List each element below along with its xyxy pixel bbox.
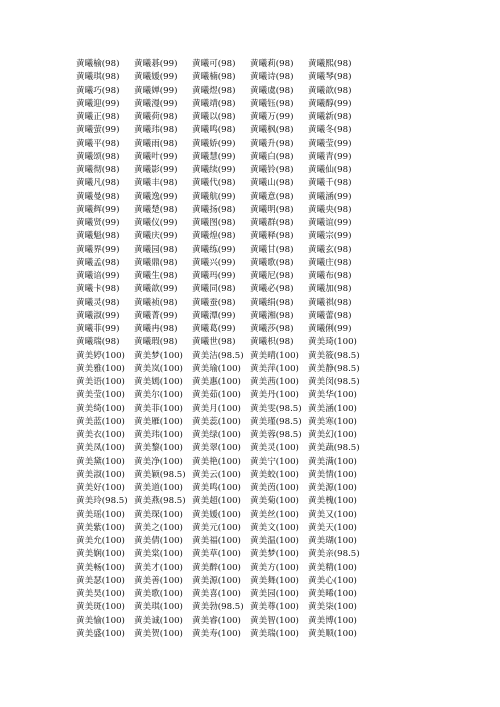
- name-score-cell: 黄曦仪(99): [134, 218, 178, 228]
- name-score-cell: 黄曦琴(98): [308, 72, 352, 83]
- name-score-cell: 黄美筱(98.5): [308, 350, 360, 361]
- name-score-cell: 黄曦荷(98): [134, 112, 178, 122]
- name-score-cell: 黄美瑟(100): [76, 575, 125, 586]
- name-score-cell: 黄美瑾(98.5): [250, 416, 302, 427]
- name-score-cell: 黄美园(100): [250, 589, 299, 599]
- name-score-cell: 黄美源(100): [308, 483, 357, 493]
- name-score-cell: 黄美绿(100): [192, 430, 241, 440]
- name-score-cell: 黄美槐(100): [308, 496, 357, 507]
- name-score-cell: 黄美茵(100): [250, 483, 299, 493]
- name-score-cell: 黄曦同(98): [192, 284, 236, 295]
- name-score-cell: 黄美睿(100): [192, 615, 241, 626]
- name-score-cell: 黄美玲(98.5): [76, 496, 128, 507]
- name-score-cell: 黄曦逸(99): [134, 191, 178, 202]
- name-score-cell: 黄美寒(100): [308, 416, 357, 427]
- name-score-cell: 黄曦巧(98): [76, 85, 120, 96]
- name-score-cell: 黄美贺(100): [134, 628, 183, 639]
- name-score-cell: 黄美倩(100): [134, 536, 183, 546]
- name-score-cell: 黄美雅(100): [76, 363, 125, 374]
- name-score-cell: 黄曦熙(98): [308, 59, 352, 69]
- name-score-cell: 黄美蛟(100): [250, 469, 299, 480]
- name-score-cell: 黄美醉(100): [192, 562, 241, 573]
- name-score-cell: 黄美方(100): [250, 562, 299, 573]
- name-score-cell: 黄美涵(100): [308, 403, 357, 414]
- name-score-cell: 黄曦湘(98): [250, 310, 294, 321]
- name-score-cell: 黄曦祯(98): [134, 297, 178, 308]
- name-score-cell: 黄曦瑞(98): [76, 337, 120, 348]
- name-score-table: [76, 58, 382, 641]
- name-score-cell: 黄曦蕾(98): [308, 310, 352, 321]
- name-score-cell: 黄美瑚(100): [308, 536, 357, 546]
- name-score-cell: 黄曦以(98): [192, 112, 236, 122]
- name-score-cell: 黄美琪(100): [134, 602, 183, 613]
- name-score-cell: 黄曦歆(99): [134, 284, 178, 295]
- name-score-cell: 黄美鸣(100): [192, 483, 241, 493]
- name-score-cell: 黄曦楠(98): [192, 72, 236, 83]
- name-score-cell: 黄曦铃(98): [250, 165, 294, 175]
- name-score-cell: 黄美菲(100): [134, 403, 183, 414]
- name-score-cell: 黄美黎(100): [134, 443, 183, 454]
- name-score-cell: 黄美好(100): [76, 483, 125, 493]
- name-score-cell: 黄美畅(100): [76, 562, 125, 573]
- name-score-cell: 黄曦葛(99): [192, 324, 236, 334]
- name-score-cell: 黄美允(100): [76, 536, 125, 546]
- name-score-cell: 黄曦菁(99): [134, 310, 178, 321]
- name-score-cell: 黄美蓉(98.5): [250, 430, 302, 440]
- name-score-cell: 黄美精(100): [308, 562, 357, 573]
- name-score-cell: 黄曦意(98): [250, 191, 294, 202]
- name-score-cell: 黄美莹(100): [76, 390, 125, 401]
- name-score-cell: 黄曦央(98): [308, 204, 352, 215]
- name-score-cell: 黄曦淑(99): [76, 310, 120, 321]
- name-score-cell: 黄美满(100): [308, 456, 357, 467]
- name-score-cell: 黄美静(98.5): [308, 363, 360, 374]
- name-score-cell: 黄美梦(100): [134, 350, 183, 361]
- name-score-cell: 黄曦明(98): [250, 204, 294, 215]
- name-score-cell: 黄美云(100): [192, 469, 241, 480]
- name-score-cell: 黄美岚(100): [134, 363, 183, 374]
- name-score-cell: 黄美博(100): [308, 615, 357, 626]
- name-score-cell: 黄曦鼎(98): [134, 257, 178, 268]
- name-score-cell: 黄曦兴(99): [192, 257, 236, 268]
- name-score-cell: 黄美舞(100): [250, 575, 299, 586]
- name-score-cell: 黄美淑(100): [76, 469, 125, 480]
- name-score-cell: 黄曦煜(98): [192, 85, 236, 96]
- name-score-cell: 黄曦莎(98): [250, 324, 294, 334]
- name-score-cell: 黄曦彻(98): [76, 165, 120, 175]
- name-score-cell: 黄曦平(98): [76, 138, 120, 149]
- name-score-cell: 黄曦丰(98): [134, 178, 178, 189]
- name-score-cell: 黄曦歌(98): [250, 257, 294, 268]
- name-score-cell: 黄美喜(100): [192, 589, 241, 599]
- name-score-cell: 黄美嫣(100): [134, 377, 183, 387]
- name-score-cell: 黄曦蚕(98): [192, 297, 236, 308]
- name-score-cell: 黄曦魁(98): [76, 231, 120, 242]
- name-score-cell: 黄曦界(99): [76, 244, 120, 255]
- name-score-cell: 黄美文(100): [250, 522, 299, 533]
- name-score-cell: 黄美晞(100): [308, 589, 357, 599]
- name-score-cell: 黄曦谙(99): [76, 271, 120, 281]
- name-score-cell: 黄曦孟(98): [76, 257, 120, 268]
- name-score-cell: 黄曦涵(99): [308, 191, 352, 202]
- name-score-cell: 黄美萍(100): [250, 363, 299, 374]
- name-score-cell: 黄曦新(98): [308, 112, 352, 122]
- name-score-cell: 黄曦鸣(98): [192, 125, 236, 136]
- name-score-cell: 黄曦生(98): [134, 271, 178, 281]
- name-score-cell: 黄曦玛(99): [192, 271, 236, 281]
- name-score-cell: 黄曦图(98): [192, 218, 236, 228]
- name-score-cell: 黄曦迎(99): [76, 98, 120, 109]
- name-score-cell: 黄曦冬(98): [308, 125, 352, 136]
- name-score-cell: 黄美玮(100): [134, 430, 183, 440]
- name-score-cell: 黄美瑞(100): [250, 628, 299, 639]
- name-score-cell: 黄美道(100): [134, 483, 183, 493]
- name-score-cell: 黄曦灵(98): [76, 297, 120, 308]
- name-score-cell: 黄美翠(100): [192, 443, 241, 454]
- name-score-cell: 黄曦可(98): [192, 59, 236, 69]
- name-score-cell: 黄曦代(98): [192, 178, 236, 189]
- name-score-cell: 黄美心(100): [308, 575, 357, 586]
- name-score-cell: 黄曦冉(98): [134, 324, 178, 334]
- name-score-cell: 黄美茹(100): [192, 390, 241, 401]
- name-score-cell: 黄曦世(98): [192, 337, 236, 348]
- name-score-cell: 黄美蔬(98.5): [308, 443, 360, 454]
- name-score-cell: 黄美亲(98.5): [308, 549, 360, 560]
- name-score-cell: 黄曦宗(99): [308, 231, 352, 242]
- name-score-cell: 黄美瑜(100): [192, 363, 241, 374]
- name-score-cell: 黄美华(100): [308, 390, 357, 401]
- name-score-cell: 黄美超(100): [192, 496, 241, 507]
- name-score-cell: 黄曦群(98): [250, 218, 294, 228]
- name-score-cell: 黄美媛(100): [192, 509, 241, 520]
- name-score-cell: 黄曦青(99): [308, 151, 352, 162]
- name-score-cell: 黄美勃(98.5): [192, 602, 244, 613]
- name-score-cell: 黄曦绢(98): [250, 297, 294, 308]
- name-score-cell: 黄美黛(100): [76, 456, 125, 467]
- name-score-cell: 黄曦慧(99): [192, 151, 236, 162]
- name-score-cell: 黄曦煌(98): [192, 231, 236, 242]
- name-score-cell: 黄曦园(98): [134, 244, 178, 255]
- name-score-cell: 黄美愉(100): [76, 615, 125, 626]
- name-score-cell: 黄曦影(99): [134, 165, 178, 175]
- name-score-cell: 黄美寿(100): [192, 628, 241, 639]
- name-score-cell: 黄美梦(100): [250, 549, 299, 560]
- name-score-cell: 黄曦扬(98): [192, 204, 236, 215]
- name-score-cell: 黄美丹(100): [250, 390, 299, 401]
- name-score-cell: 黄美凤(100): [76, 443, 125, 454]
- name-score-cell: 黄曦尼(98): [250, 271, 294, 281]
- name-score-cell: 黄美情(100): [308, 469, 357, 480]
- name-score-cell: 黄曦娇(99): [192, 138, 236, 149]
- name-score-cell: 黄美琦(100): [308, 337, 357, 348]
- name-score-cell: 黄美幻(100): [308, 430, 357, 440]
- name-score-cell: 黄曦歆(98): [308, 85, 352, 96]
- name-score-cell: 黄美元(100): [192, 522, 241, 533]
- name-score-cell: 黄美菊(100): [250, 496, 299, 507]
- name-score-cell: 黄曦诗(98): [250, 72, 294, 83]
- name-score-cell: 黄曦莹(99): [308, 138, 352, 149]
- name-score-cell: 黄美蕊(100): [192, 416, 241, 427]
- name-score-cell: 黄美善(100): [134, 575, 183, 586]
- name-score-cell: 黄美又(100): [308, 509, 357, 520]
- name-score-cell: 黄美琛(100): [134, 509, 183, 520]
- name-score-cell: 黄美月(100): [192, 403, 241, 414]
- name-score-cell: 黄美蓝(100): [76, 416, 125, 427]
- name-score-cell: 黄美福(100): [192, 536, 241, 546]
- name-score-cell: 黄美丝(100): [250, 509, 299, 520]
- name-score-cell: 黄美雯(98.5): [250, 403, 302, 414]
- name-score-cell: 黄美娴(100): [76, 549, 125, 560]
- name-score-cell: 黄曦菲(99): [76, 324, 120, 334]
- name-score-cell: 黄曦万(99): [250, 112, 294, 122]
- name-score-cell: 黄美歌(100): [134, 589, 183, 599]
- name-score-cell: 黄美绮(100): [76, 403, 125, 414]
- name-score-cell: 黄美艳(100): [192, 456, 241, 467]
- name-score-cell: 黄曦瑕(98): [134, 337, 178, 348]
- name-score-cell: 黄曦正(98): [76, 112, 120, 122]
- name-score-cell: 黄美灵(100): [250, 443, 299, 454]
- name-score-cell: 黄曦虞(98): [250, 85, 294, 96]
- name-score-cell: 黄美才(100): [134, 562, 183, 573]
- name-score-cell: 黄美之(100): [134, 522, 183, 533]
- name-score-cell: 黄美尊(100): [250, 602, 299, 613]
- name-score-cell: 黄曦叶(99): [134, 151, 178, 162]
- name-score-cell: 黄曦续(99): [192, 165, 236, 175]
- name-score-cell: 黄美源(100): [192, 575, 241, 586]
- name-score-cell: 黄美宁(100): [250, 456, 299, 467]
- name-score-cell: 黄曦萤(99): [76, 125, 120, 136]
- name-score-cell: 黄曦白(98): [250, 151, 294, 162]
- name-score-cell: 黄美昊(100): [76, 589, 125, 599]
- name-score-cell: 黄曦枳(98): [250, 337, 294, 348]
- name-score-cell: 黄曦枫(98): [250, 125, 294, 136]
- name-score-cell: 黄曦楚(98): [134, 204, 178, 215]
- name-score-cell: 黄曦俐(99): [308, 324, 352, 334]
- name-score-cell: 黄曦仙(98): [308, 165, 352, 175]
- name-score-cell: 黄曦甘(98): [250, 244, 294, 255]
- name-score-cell: 黄美衣(100): [76, 430, 125, 440]
- name-score-cell: 黄曦醇(99): [308, 98, 352, 109]
- name-score-cell: 黄美智(100): [250, 615, 299, 626]
- name-score-cell: 黄美燕(98.5): [134, 496, 186, 507]
- name-score-cell: 黄美惠(100): [192, 377, 241, 387]
- name-score-cell: 黄曦谊(99): [308, 218, 352, 228]
- name-score-cell: 黄美诚(100): [134, 615, 183, 626]
- name-score-cell: 黄曦媛(99): [134, 72, 178, 83]
- name-score-cell: 黄美紫(100): [76, 522, 125, 533]
- name-score-cell: 黄曦释(98): [250, 231, 294, 242]
- name-score-cell: 黄曦必(98): [250, 284, 294, 295]
- name-score-cell: 黄曦靖(98): [192, 98, 236, 109]
- name-score-cell: 黄曦升(98): [250, 138, 294, 149]
- name-score-cell: 黄曦榆(98): [76, 59, 120, 69]
- name-score-cell: 黄美雁(100): [134, 416, 183, 427]
- name-score-cell: 黄美婷(100): [76, 350, 125, 361]
- name-score-cell: 黄曦贤(99): [76, 218, 120, 228]
- name-score-cell: 黄曦加(98): [308, 284, 352, 295]
- name-score-cell: 黄曦雨(98): [134, 138, 178, 149]
- name-score-cell: 黄美语(100): [76, 377, 125, 387]
- name-score-cell: 黄美茜(100): [250, 377, 299, 387]
- name-score-cell: 黄曦漫(99): [134, 98, 178, 109]
- name-score-cell: 黄曦颂(98): [76, 151, 120, 162]
- name-score-cell: 黄美棠(100): [134, 549, 183, 560]
- name-score-cell: 黄美闵(98.5): [308, 377, 360, 387]
- name-score-cell: 黄曦山(98): [250, 178, 294, 189]
- name-score-cell: 黄美瑶(100): [76, 509, 125, 520]
- name-score-cell: 黄曦千(98): [308, 178, 352, 189]
- name-score-cell: 黄美盛(100): [76, 628, 125, 639]
- name-score-cell: 黄曦布(98): [308, 271, 352, 281]
- name-score-cell: 黄曦庄(98): [308, 257, 352, 268]
- name-score-cell: 黄曦琪(98): [76, 72, 120, 83]
- name-score-cell: 黄美洁(98.5): [192, 350, 244, 361]
- name-score-cell: 黄曦祺(98): [308, 297, 352, 308]
- name-score-cell: 黄曦玮(98): [134, 125, 178, 136]
- name-score-cell: 黄美顺(100): [308, 628, 357, 639]
- name-score-cell: 黄美草(100): [192, 549, 241, 560]
- name-score-cell: 黄美尔(100): [134, 390, 183, 401]
- name-score-cell: 黄曦卡(98): [76, 284, 120, 295]
- name-score-cell: 黄美晴(100): [250, 350, 299, 361]
- name-score-cell: 黄美柒(100): [308, 602, 357, 613]
- name-score-cell: 黄曦婵(99): [134, 85, 178, 96]
- name-score-cell: 黄曦潭(99): [192, 310, 236, 321]
- name-score-cell: 黄美净(100): [134, 456, 183, 467]
- name-score-cell: 黄曦碁(99): [134, 59, 178, 69]
- name-score-cell: 黄美斑(100): [76, 602, 125, 613]
- name-score-cell: 黄曦航(99): [192, 191, 236, 202]
- name-score-cell: 黄美天(100): [308, 522, 357, 533]
- name-score-cell: 黄曦辉(99): [76, 204, 120, 215]
- name-score-cell: 黄曦凡(98): [76, 178, 120, 189]
- name-score-cell: 黄曦钰(98): [250, 98, 294, 109]
- name-score-cell: 黄曦曼(98): [76, 191, 120, 202]
- name-score-cell: 黄曦玄(98): [308, 244, 352, 255]
- name-score-cell: 黄曦练(99): [192, 244, 236, 255]
- name-score-cell: 黄曦莉(98): [250, 59, 294, 69]
- name-score-cell: 黄曦庆(99): [134, 231, 178, 242]
- name-score-cell: 黄美温(100): [250, 536, 299, 546]
- name-score-cell: 黄美颖(98.5): [134, 469, 186, 480]
